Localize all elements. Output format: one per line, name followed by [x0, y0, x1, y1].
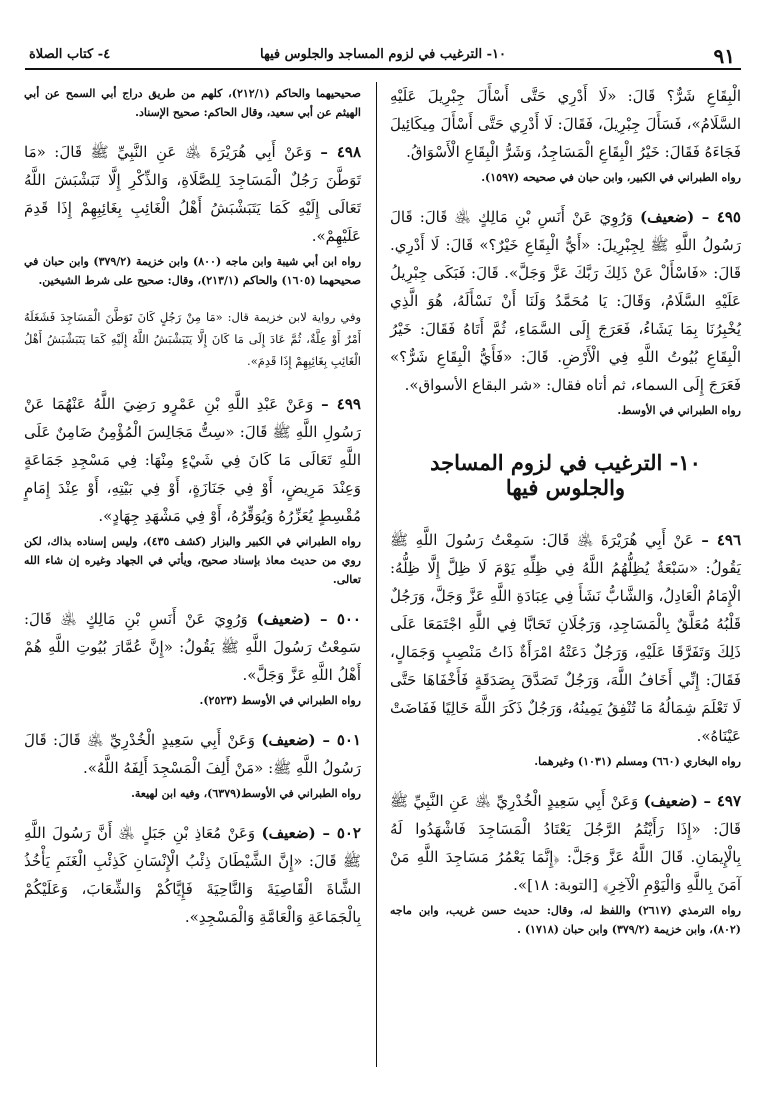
hadith-497-reference-continued: صحيحيهما والحاكم (٢١٢/١)، كلهم من طريق دراج أبي السمح عن أبي الهيثم عن أبي سعيد، وقال الحاكم: صحيح الإسناد.	[24, 87, 361, 119]
hadith-number: ٤٩٩ –	[321, 395, 361, 413]
chapter-running-title: ١٠- الترغيب في لزوم المساجد والجلوس فيها	[260, 47, 506, 62]
hadith-497-reference: رواه الترمذي (٢٦١٧) واللفظ له، وقال: حديث حسن غريب، وابن ماجه (٨٠٢)، وابن خزيمة (٣٧٩/٢) وابن حبان (١٧١٨) .	[390, 904, 741, 936]
hadith-number: ٤٩٨ –	[320, 143, 361, 161]
hadith-499	[24, 390, 361, 530]
column-divider	[376, 82, 377, 1067]
hadith-500-reference: رواه الطبراني في الأوسط (٢٥٢٣).	[199, 694, 361, 707]
hadith-number: ٥٠١ – (ضعيف)	[261, 731, 361, 749]
hadith-text: وَرُوِيَ عَنْ أَنَسِ بْنِ مَالِكٍ ﵁ قَالَ: قَالَ رَسُولُ اللَّهِ ﷺ لِجِبْرِيلَ: «أَيُّ الْبِقَاعِ خَيْرٌ؟» قَالَ: لَا أَدْرِي. قَالَ: «فَاسْأَلْ عَنْ ذَلِكَ رَبَّكَ عَزَّ وَجَلَّ». قَالَ: فَبَكَى جِبْرِيلُ عَلَيْهِ السَّلَامُ، وَقَالَ: يَا مُحَمَّدُ وَلَنَا أَنْ نَسْأَلَهُ، هُوَ الَّذِي يُخْبِرُنَا بِمَا يَشَاءُ، فَعَرَجَ إِلَى السَّمَاءِ، ثُمَّ أَتَاهُ فَقَالَ: خَيْرُ الْبِقَاعِ بُيُوتُ اللَّهِ فِي الْأَرْضِ. قَالَ: «فَأَيُّ الْبِقَاعِ شَرٌّ؟» فَعَرَجَ إِلَى السماء، ثم أتاه فقال: «شر البقاع الأسواق».	[390, 208, 741, 394]
right-column	[390, 82, 741, 955]
hadith-495	[390, 203, 741, 399]
hadith-496-reference: رواه البخاري (٦٦٠) ومسلم (١٠٣١) وغيرهما.	[534, 755, 741, 768]
hadith-498	[24, 138, 361, 250]
hadith-501	[24, 726, 361, 782]
hadith-text: وَرُوِيَ عَنْ أَنَسِ بْنِ مَالِكٍ ﵁ قَالَ: سَمِعْتُ رَسُولَ اللَّهِ ﷺ يَقُولُ: «إِنَّ عُمَّارَ بُيُوتِ اللَّهِ هُمْ أَهْلُ اللَّهِ عَزَّ وَجَلَّ».	[24, 610, 361, 684]
left-column	[24, 82, 361, 931]
hadith-495-reference: رواه الطبراني في الأوسط.	[617, 404, 741, 417]
page-header	[25, 44, 741, 70]
hadith-number: ٤٩٥ – (ضعيف)	[640, 208, 741, 226]
hadith-499-reference: رواه الطبراني في الكبير والبزار (كشف ٤٣٥)، وليس إسناده بذاك، لكن روي من حديث معاذ بإسناد صحيح، ويأتي في الجهاد وغيره إن شاء الله تعالى.	[24, 535, 361, 586]
hadith-text: وَعَنْ عَبْدِ اللَّهِ بْنِ عَمْرٍو رَضِيَ اللَّهُ عَنْهُمَا عَنْ رَسُولِ اللَّهِ ﷺ قَالَ: «سِتُّ مَجَالِسَ الْمُؤْمِنُ ضَامِنٌ عَلَى اللَّهِ تَعَالَى مَا كَانَ فِي شَيْءٍ مِنْهَا: فِي مَسْجِدِ جَمَاعَةٍ وَعِنْدَ مَرِيضٍ، أَوْ فِي جَنَازَةٍ، أَوْ فِي بَيْتِهِ، أَوْ عِنْدَ إِمَامٍ مُقْسِطٍ يُعَزِّرُهُ وَيُوَقِّرُهُ، أَوْ فِي مَشْهَدِ جِهَادٍ».	[24, 395, 361, 525]
hadith-502	[24, 819, 361, 931]
page-number: ٩١	[713, 44, 735, 68]
hadith-text: وَعَنْ أَبِي سَعِيدٍ الْخُدْرِيِّ ﵁ قَالَ: قَالَ رَسُولُ اللَّهِ ﷺ: «مَنْ أَلِفَ الْمَسْجِدَ أَلِفَهُ اللَّهُ».	[24, 731, 361, 777]
hadith-continuation-reference: رواه الطبراني في الكبير، وابن حبان في صحيحه (١٥٩٧).	[481, 171, 741, 184]
hadith-text: عَنْ أَبِي هُرَيْرَةَ ﵁ قَالَ: سَمِعْتُ رَسُولَ اللَّهِ ﷺ يَقُولُ: «سَبْعَةٌ يُظِلُّهُمُ اللَّهُ فِي ظِلِّهِ يَوْمَ لَا ظِلَّ إِلَّا ظِلُّهُ: الْإِمَامُ الْعَادِلُ، وَالشَّابُّ نَشَأَ فِي عِبَادَةِ اللَّهِ عَزَّ وَجَلَّ، وَرَجُلٌ قَلْبُهُ مُعَلَّقٌ بِالْمَسَاجِدِ، وَرَجُلَانِ تَحَابَّا فِي اللَّهِ اجْتَمَعَا عَلَى ذَلِكَ وَتَفَرَّقَا عَلَيْهِ، وَرَجُلٌ دَعَتْهُ امْرَأَةٌ ذَاتُ مَنْصِبٍ وَجَمَالٍ، فَقَالَ: إِنِّي أَخَافُ اللَّهَ، وَرَجُلٌ تَصَدَّقَ بِصَدَقَةٍ فَأَخْفَاهَا حَتَّى لَا تَعْلَمَ شِمَالُهُ مَا تُنْفِقُ يَمِينُهُ، وَرَجُلٌ ذَكَرَ اللَّهَ خَالِيًا فَفَاضَتْ عَيْنَاهُ».	[390, 531, 741, 745]
hadith-496	[390, 526, 741, 750]
hadith-501-reference: رواه الطبراني في الأوسط(٦٣٧٩)، وفيه ابن لهيعة.	[131, 787, 361, 800]
hadith-number: ٥٠٢ – (ضعيف)	[261, 824, 361, 842]
section-title: ١٠- الترغيب في لزوم المساجد والجلوس فيها	[430, 450, 701, 500]
hadith-497	[390, 787, 741, 899]
hadith-text: وَعَنْ أَبِي سَعِيدٍ الْخُدْرِيِّ ﵁ عَنِ النَّبِيِّ ﷺ قَالَ: «إِذَا رَأَيْتُمُ الرَّجُلَ يَعْتَادُ الْمَسَاجِدَ فَاشْهَدُوا لَهُ بِالْإِيمَانِ. قَالَ اللَّهُ عَزَّ وَجَلَّ: ﴿إِنَّمَا يَعْمُرُ مَسَاجِدَ اللَّهِ مَنْ آمَنَ بِاللَّهِ وَالْيَوْمِ الْآخِرِ﴾ [التوبة: ١٨]».	[390, 792, 741, 894]
book-running-title: ٤- كتاب الصلاة	[29, 47, 111, 62]
hadith-text: وَعَنْ مُعَاذِ بْنِ جَبَلٍ ﵁ أَنَّ رَسُولَ اللَّهِ ﷺ قَالَ: «إِنَّ الشَّيْطَانَ ذِئْبُ الْإِنْسَانِ كَذِئْبِ الْغَنَمِ يَأْخُذُ الشَّاةَ الْقَاصِيَةَ وَالنَّاحِيَةَ فَإِيَّاكُمْ وَالشِّعَابَ، وَعَلَيْكُمْ بِالْجَمَاعَةِ وَالْعَامَّةِ وَالْمَسْجِدِ».	[24, 824, 361, 926]
hadith-500	[24, 605, 361, 689]
hadith-number: ٥٠٠ – (ضعيف)	[256, 610, 361, 628]
hadith-498-variant-note: وفي رواية لابن خزيمة قال: «مَا مِنْ رَجُلٍ كَانَ تَوَطَّنَ الْمَسَاجِدَ فَشَغَلَهُ أَمْرٌ أَوْ عِلَّةٌ، ثُمَّ عَادَ إِلَى مَا كَانَ إِلَّا يَتَبَشْبَشُ اللَّهُ إِلَيْهِ كَمَا يَتَبَشْبَشُ أَهْلُ الْغَائِبِ بِغَائِبِهِمْ إِذَا قَدِمَ».	[24, 310, 361, 368]
hadith-text: وَعَنْ أَبِي هُرَيْرَةَ ﵁ عَنِ النَّبِيِّ ﷺ قَالَ: «مَا تَوَطَّنَ رَجُلٌ الْمَسَاجِدَ لِلصَّلَاةِ، وَالذِّكْرِ إِلَّا تَبَشْبَشَ اللَّهُ تَعَالَى إِلَيْهِ كَمَا يَتَبَشْبَشُ أَهْلُ الْغَائِبِ بِغَائِبِهِمْ إِذَا قَدِمَ عَلَيْهِمْ».	[24, 143, 361, 245]
hadith-number: ٤٩٧ – (ضعيف)	[643, 792, 741, 810]
hadith-continuation-text: الْبِقَاعِ شَرٌّ؟ قَالَ: «لَا أَدْرِي حَتَّى أَسْأَلَ جِبْرِيلَ عَلَيْهِ السَّلَامُ»، فَسَأَلَ جِبْرِيلَ، فَقَالَ: لَا أَدْرِي حَتَّى أَسْأَلَ مِيكَائِيلَ فَجَاءَهُ فَقَالَ: خَيْرُ الْبِقَاعِ الْمَسَاجِدُ، وَشَرُّ الْبِقَاعِ الْأَسْوَاقُ.	[390, 87, 741, 161]
hadith-498-reference: رواه ابن أبي شيبة وابن ماجه (٨٠٠) وابن خزيمة (٣٧٩/٢) وابن حبان في صحيحهما (١٦٠٥) والحاكم (٢١٣/١)، وقال: صحيح على شرط الشيخين.	[24, 255, 362, 287]
hadith-number: ٤٩٦ –	[701, 531, 741, 549]
